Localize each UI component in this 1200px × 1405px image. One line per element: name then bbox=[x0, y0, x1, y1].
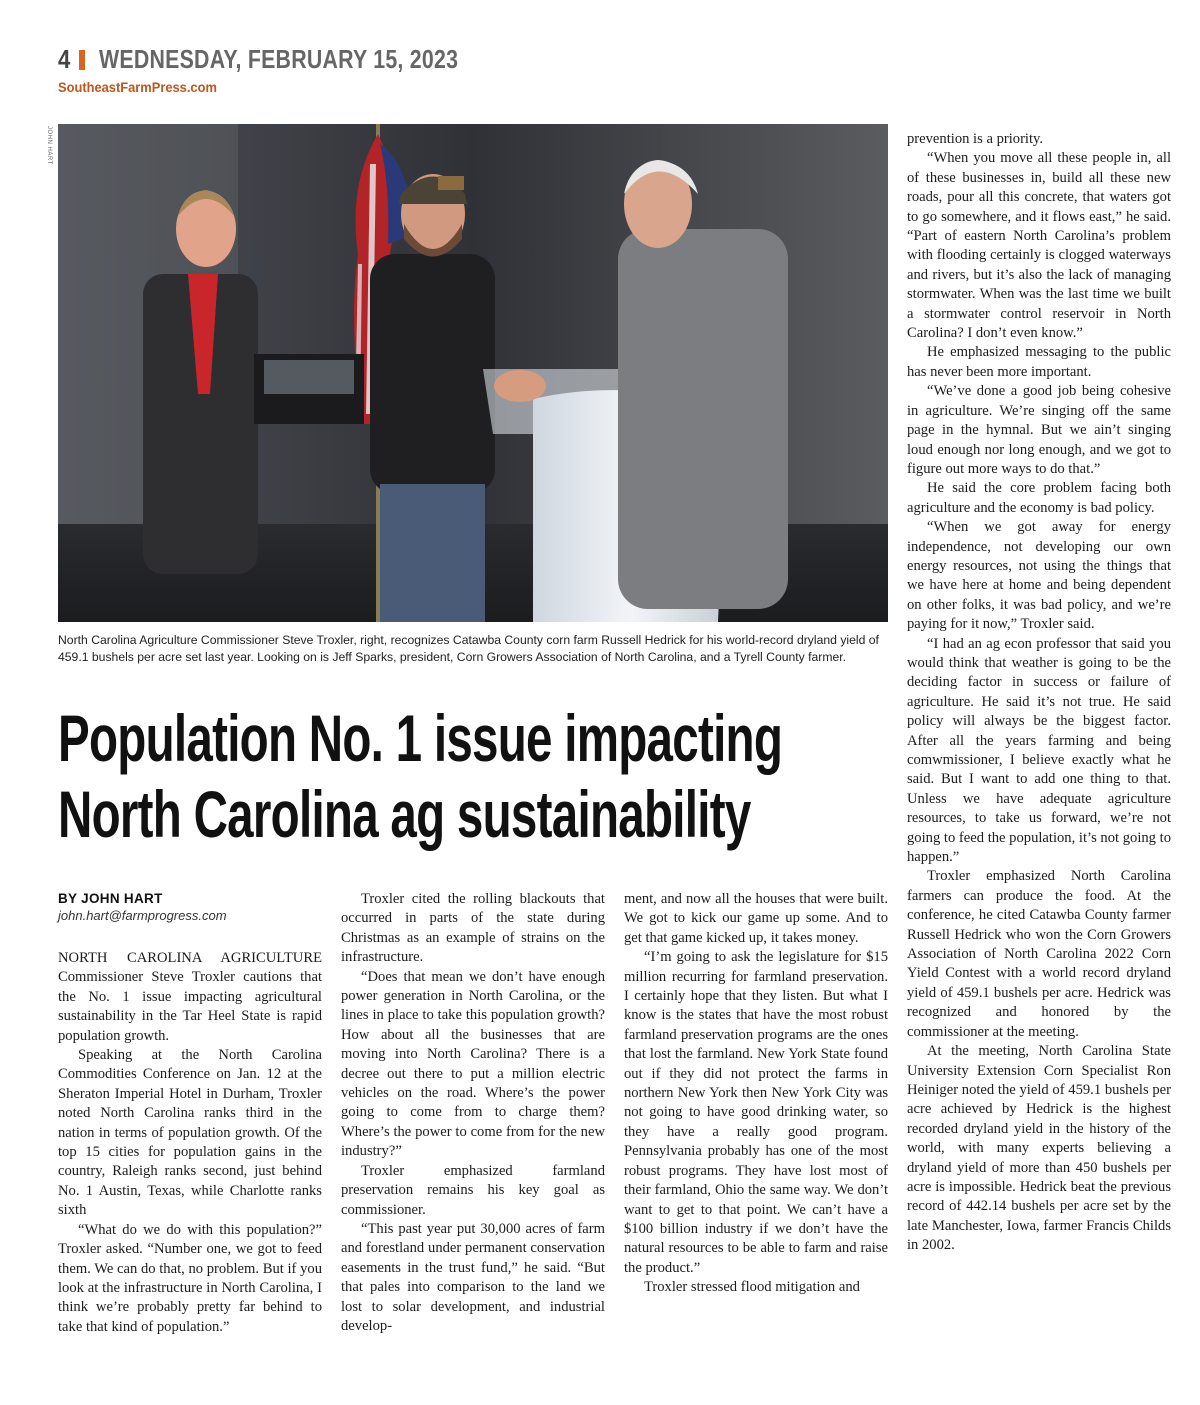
paragraph: “When we got away for energy independence, not developing our own energy resources, not using the things that we have here at home and being dependent on other folks, it was bad policy, and we’re paying for it now,” Troxler said. bbox=[907, 519, 1171, 633]
paragraph: “We’ve done a good job being cohesive in agriculture. We’re singing off the same page in the hymnal. But we ain’t singing loud enough nor long enough, and we got to figure out more ways to do that.” bbox=[907, 383, 1171, 477]
photo-credit-text: JOHN HART bbox=[46, 126, 52, 165]
paragraph: He said the core problem facing both agriculture and the economy is bad policy. bbox=[907, 480, 1171, 516]
article-column-4 bbox=[907, 130, 1171, 1256]
paragraph: Troxler emphasized North Carolina farmers can produce the food. At the conference, he cited Catawba County farmer Russell Hedrick who won the Corn Growers Association of North Carolina 2022 Corn Yield Contest with a world record dryland yield of 459.1 bushels per acre. Hedrick was recognized and honored by the commissioner at the meeting. bbox=[907, 868, 1171, 1040]
paragraph: “I had an ag econ professor that said you would think that weather is going to be the deciding factor in success or failure of agriculture. He said it’s not true. He said policy will always be the biggest factor. After all the years farming and being comwmissioner, I believe exactly what he said. But I want to add one thing to that. Unless we have adequate agriculture resources, to take us forward, we’re not going to feed the population, it’s not going to happen.” bbox=[907, 635, 1171, 866]
award-ceremony-photo bbox=[58, 124, 888, 622]
site-name[interactable]: SoutheastFarmPress.com bbox=[58, 79, 217, 95]
header-line bbox=[58, 44, 758, 75]
page-number: 4 bbox=[58, 44, 71, 74]
paragraph: Speaking at the North Carolina Commodities Conference on Jan. 12 at the Sheraton Imperial Hotel in Durham, Troxler noted North Carolina ranks third in the nation in terms of population growth. Of the top 15 cities for population gains in the country, Raleigh ranks second, just behind No. 1 Austin, Texas, while Charlotte ranks sixth bbox=[58, 1047, 322, 1219]
issue-date: WEDNESDAY, FEBRUARY 15, 2023 bbox=[98, 44, 459, 74]
paragraph: Troxler cited the rolling blackouts that occurred in parts of the state during Christmas as an example of strains on the infrastructure. bbox=[341, 891, 605, 966]
handshake bbox=[494, 370, 546, 402]
author-email[interactable]: john.hart@farmprogress.com bbox=[58, 908, 227, 923]
paragraph: “This past year put 30,000 acres of farm and forestland under permanent conservation easements in the trust fund,” he said. “But that pales into comparison to the land we lost to solar development, and industrial develop- bbox=[341, 1220, 605, 1334]
headline-line-1: Population No. 1 issue impacting bbox=[58, 701, 783, 775]
article-column-2 bbox=[341, 890, 605, 1336]
article-headline bbox=[58, 700, 888, 852]
paragraph: He emphasized messaging to the public has never been more important. bbox=[907, 344, 1171, 380]
paragraph: ment, and now all the houses that were built. We got to kick our game up some. And to get that game kicked up, it takes money. bbox=[624, 891, 888, 946]
paragraph: “I’m going to ask the legislature for $15 million recurring for farmland preservation. I certainly hope that they listen. But what I know is the states that have the most robust farmland preservation programs are the ones that lost the farmland. New York State found out if they did not protect the farms in northern New York then New York City was not going to have good drinking water, so they have a really good program. Pennsylvania probably has one of the most robust programs. They have lost most of their farmland, Ohio the same way. We don’t want to get to that point. We can’t have a $100 billion industry if we don’t have the natural resources to be able to farm and raise the product.” bbox=[624, 949, 888, 1276]
header-divider bbox=[79, 50, 85, 70]
paragraph: prevention is a priority. bbox=[907, 131, 1044, 147]
photo-credit bbox=[42, 126, 56, 186]
paragraph: Troxler emphasized farmland preservation remains his key goal as commissioner. bbox=[341, 1162, 605, 1218]
article-photo bbox=[58, 124, 888, 622]
paragraph: NORTH CAROLINA AGRICULTURE Commissioner Steve Troxler cautions that the No. 1 issue impacting agricultural sustainability in the Tar Heel State is rapid population growth. bbox=[58, 950, 322, 1044]
headline-line-2: North Carolina ag sustainability bbox=[58, 777, 751, 851]
article-column-3 bbox=[624, 890, 888, 1298]
byline bbox=[58, 891, 328, 923]
page-header bbox=[58, 44, 758, 104]
article-column-1 bbox=[58, 949, 322, 1337]
paragraph: “What do we do with this population?” Troxler asked. “Number one, we got to feed them. We can do that, no problem. But if you look at the infrastructure in North Carolina, I think we’re probably pretty far behind to take that kind of population.” bbox=[58, 1221, 322, 1335]
photo-caption: North Carolina Agriculture Commissioner Steve Troxler, right, recognizes Catawba County corn farm Russell Hedrick for his world-record dryland yield of 459.1 bushels per acre set last year. Looking on is Jeff Sparks, president, Corn Growers Association of North Carolina, and a Tyrell County farmer. bbox=[58, 633, 879, 664]
paragraph: “Does that mean we don’t have enough power generation in North Carolina, or the lines in place to take this population growth? How about all the businesses that are moving into North Carolina? There is a decree out there to put a million electric vehicles on the road. Where’s the power going to come from to charge them? Where’s the power to come from for the new industry?” bbox=[341, 968, 605, 1160]
paragraph: “When you move all these people in, all of these businesses in, build all these new roads, pour all this concrete, that waters got to go somewhere, and it flows east,” he said. “Part of eastern North Carolina’s problem with flooding certainly is clogged waterways and rivers, but it’s also the lack of managing stormwater. When was the last time we built a stormwater control reservoir in North Carolina? I don’t even know.” bbox=[907, 150, 1171, 342]
author-name: BY JOHN HART bbox=[58, 891, 163, 906]
paragraph: At the meeting, North Carolina State University Extension Corn Specialist Ron Heiniger noted the yield of 459.1 bushels per acre achieved by Hedrick is the highest recorded dryland yield in the history of the world, with many experts believing a dryland yield of more than 450 bushels per acre is impossible. Hedrick beat the previous record of 442.14 bushels per acre set by the late Manchester, Iowa, farmer Francis Childs in 2002. bbox=[907, 1043, 1171, 1254]
paragraph: Troxler stressed flood mitigation and bbox=[644, 1279, 860, 1296]
